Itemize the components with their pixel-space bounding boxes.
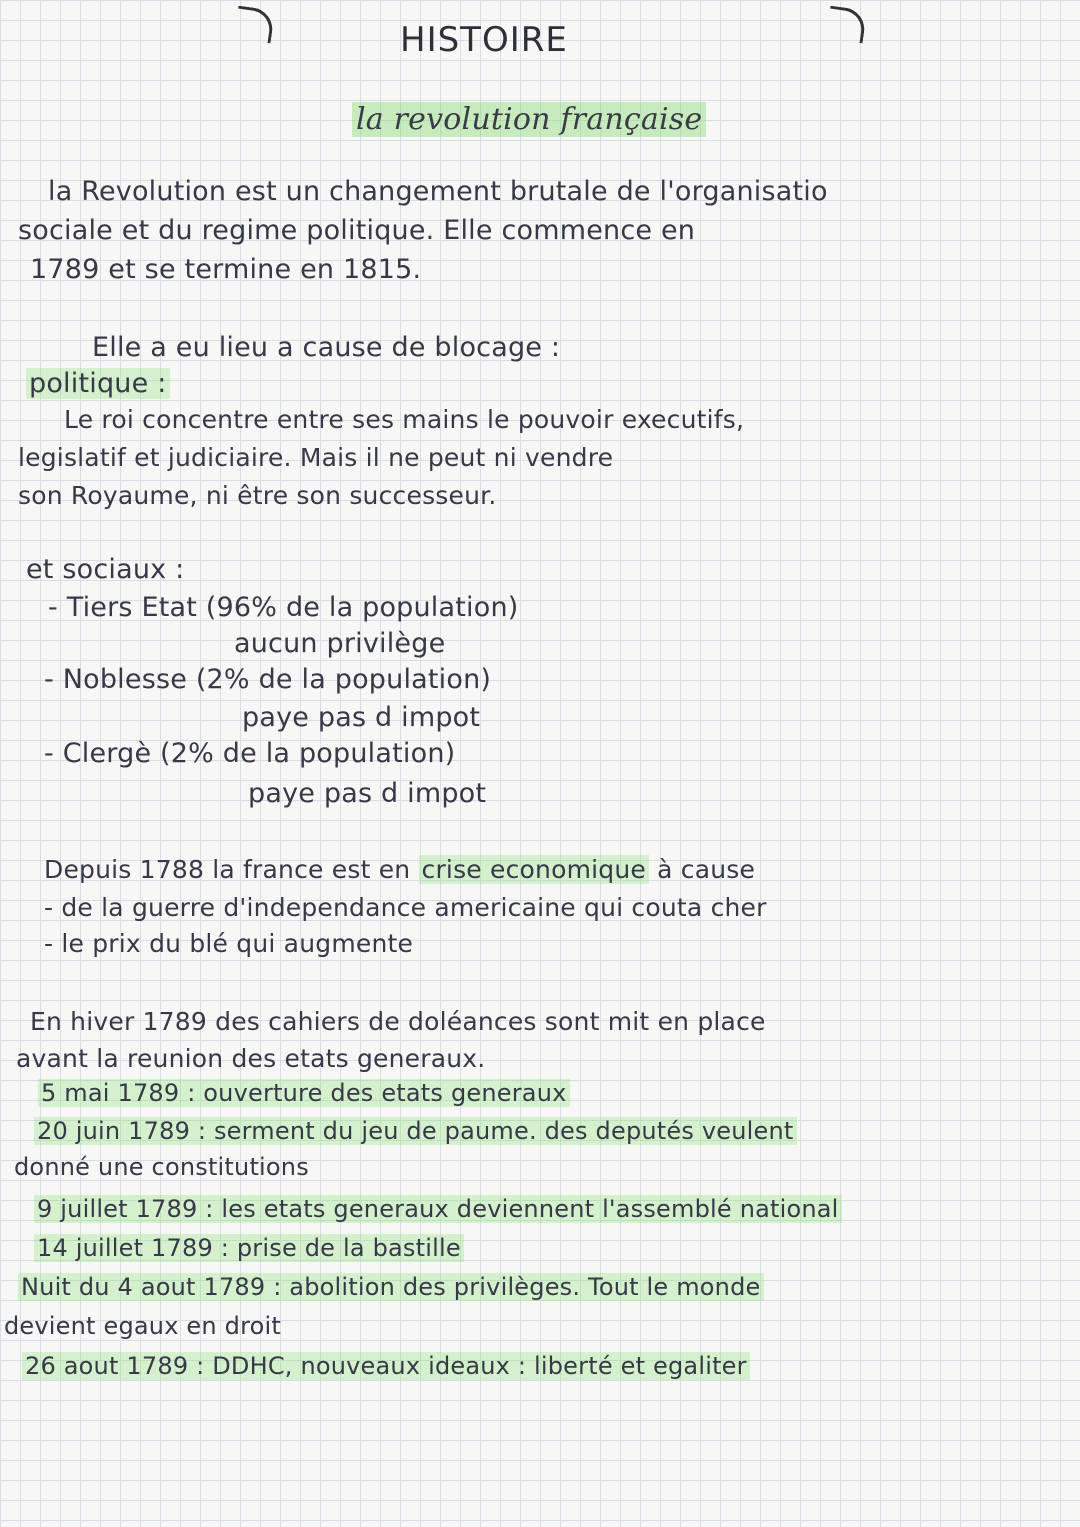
event-26-aout (22, 1352, 750, 1380)
politique-line-1: Le roi concentre entre ses mains le pouvoir executifs, (64, 405, 745, 434)
crise-line-3: - le prix du blé qui augmente (44, 929, 414, 958)
event-4-aout (18, 1273, 764, 1301)
clerge-note: paye pas d impot (248, 778, 487, 809)
sociaux-label: et sociaux : (26, 554, 185, 585)
event-9-juillet (34, 1195, 842, 1223)
intro-line-3: 1789 et se termine en 1815. (30, 254, 422, 285)
politique-label (26, 368, 170, 399)
event-26-aout-highlight: 26 aout 1789 : DDHC, nouveaux ideaux : liberté et egaliter (22, 1352, 750, 1380)
event-20-juin-highlight: 20 juin 1789 : serment du jeu de paume. des deputés veulent (34, 1117, 797, 1145)
noblesse-note: paye pas d impot (242, 702, 481, 733)
crise-highlight: crise economique (419, 855, 649, 884)
page-title: HISTOIRE (400, 20, 568, 60)
crise-line-1 (44, 855, 755, 884)
crise-text-pre: Depuis 1788 la france est en (44, 855, 419, 884)
event-14-juillet-highlight: 14 juillet 1789 : prise de la bastille (34, 1234, 464, 1262)
clerge-line: - Clergè (2% de la population) (44, 738, 456, 769)
event-4-aout-cont: devient egaux en droit (4, 1312, 281, 1340)
event-14-juillet (34, 1234, 464, 1262)
event-9-juillet-highlight: 9 juillet 1789 : les etats generaux deviennent l'assemblé national (34, 1195, 842, 1223)
politique-line-3: son Royaume, ni être son successeur. (18, 481, 497, 510)
causes-intro: Elle a eu lieu a cause de blocage : (92, 332, 561, 363)
event-5-mai (38, 1079, 570, 1107)
event-20-juin (34, 1117, 797, 1145)
chrono-intro-2: avant la reunion des etats generaux. (16, 1044, 486, 1073)
event-5-mai-highlight: 5 mai 1789 : ouverture des etats generaux (38, 1079, 570, 1107)
tiers-etat-line: - Tiers Etat (96% de la population) (48, 592, 519, 623)
crise-line-2: - de la guerre d'independance americaine qui couta cher (44, 893, 767, 922)
binder-ring-left (234, 6, 275, 44)
subtitle-highlight: la revolution française (352, 102, 706, 137)
politique-line-2: legislatif et judiciaire. Mais il ne peut ni vendre (18, 443, 614, 472)
politique-label-highlight: politique : (26, 368, 170, 399)
binder-ring-right (826, 6, 867, 44)
intro-line-1: la Revolution est un changement brutale de l'organisatio (48, 176, 828, 207)
event-4-aout-highlight: Nuit du 4 aout 1789 : abolition des privilèges. Tout le monde (18, 1273, 764, 1301)
crise-text-post: à cause (648, 855, 756, 884)
event-20-juin-cont: donné une constitutions (14, 1153, 309, 1181)
noblesse-line: - Noblesse (2% de la population) (44, 664, 492, 695)
tiers-etat-note: aucun privilège (234, 628, 446, 659)
chrono-intro-1: En hiver 1789 des cahiers de doléances sont mit en place (30, 1007, 766, 1036)
subtitle (352, 102, 706, 137)
intro-line-2: sociale et du regime politique. Elle commence en (18, 215, 696, 246)
